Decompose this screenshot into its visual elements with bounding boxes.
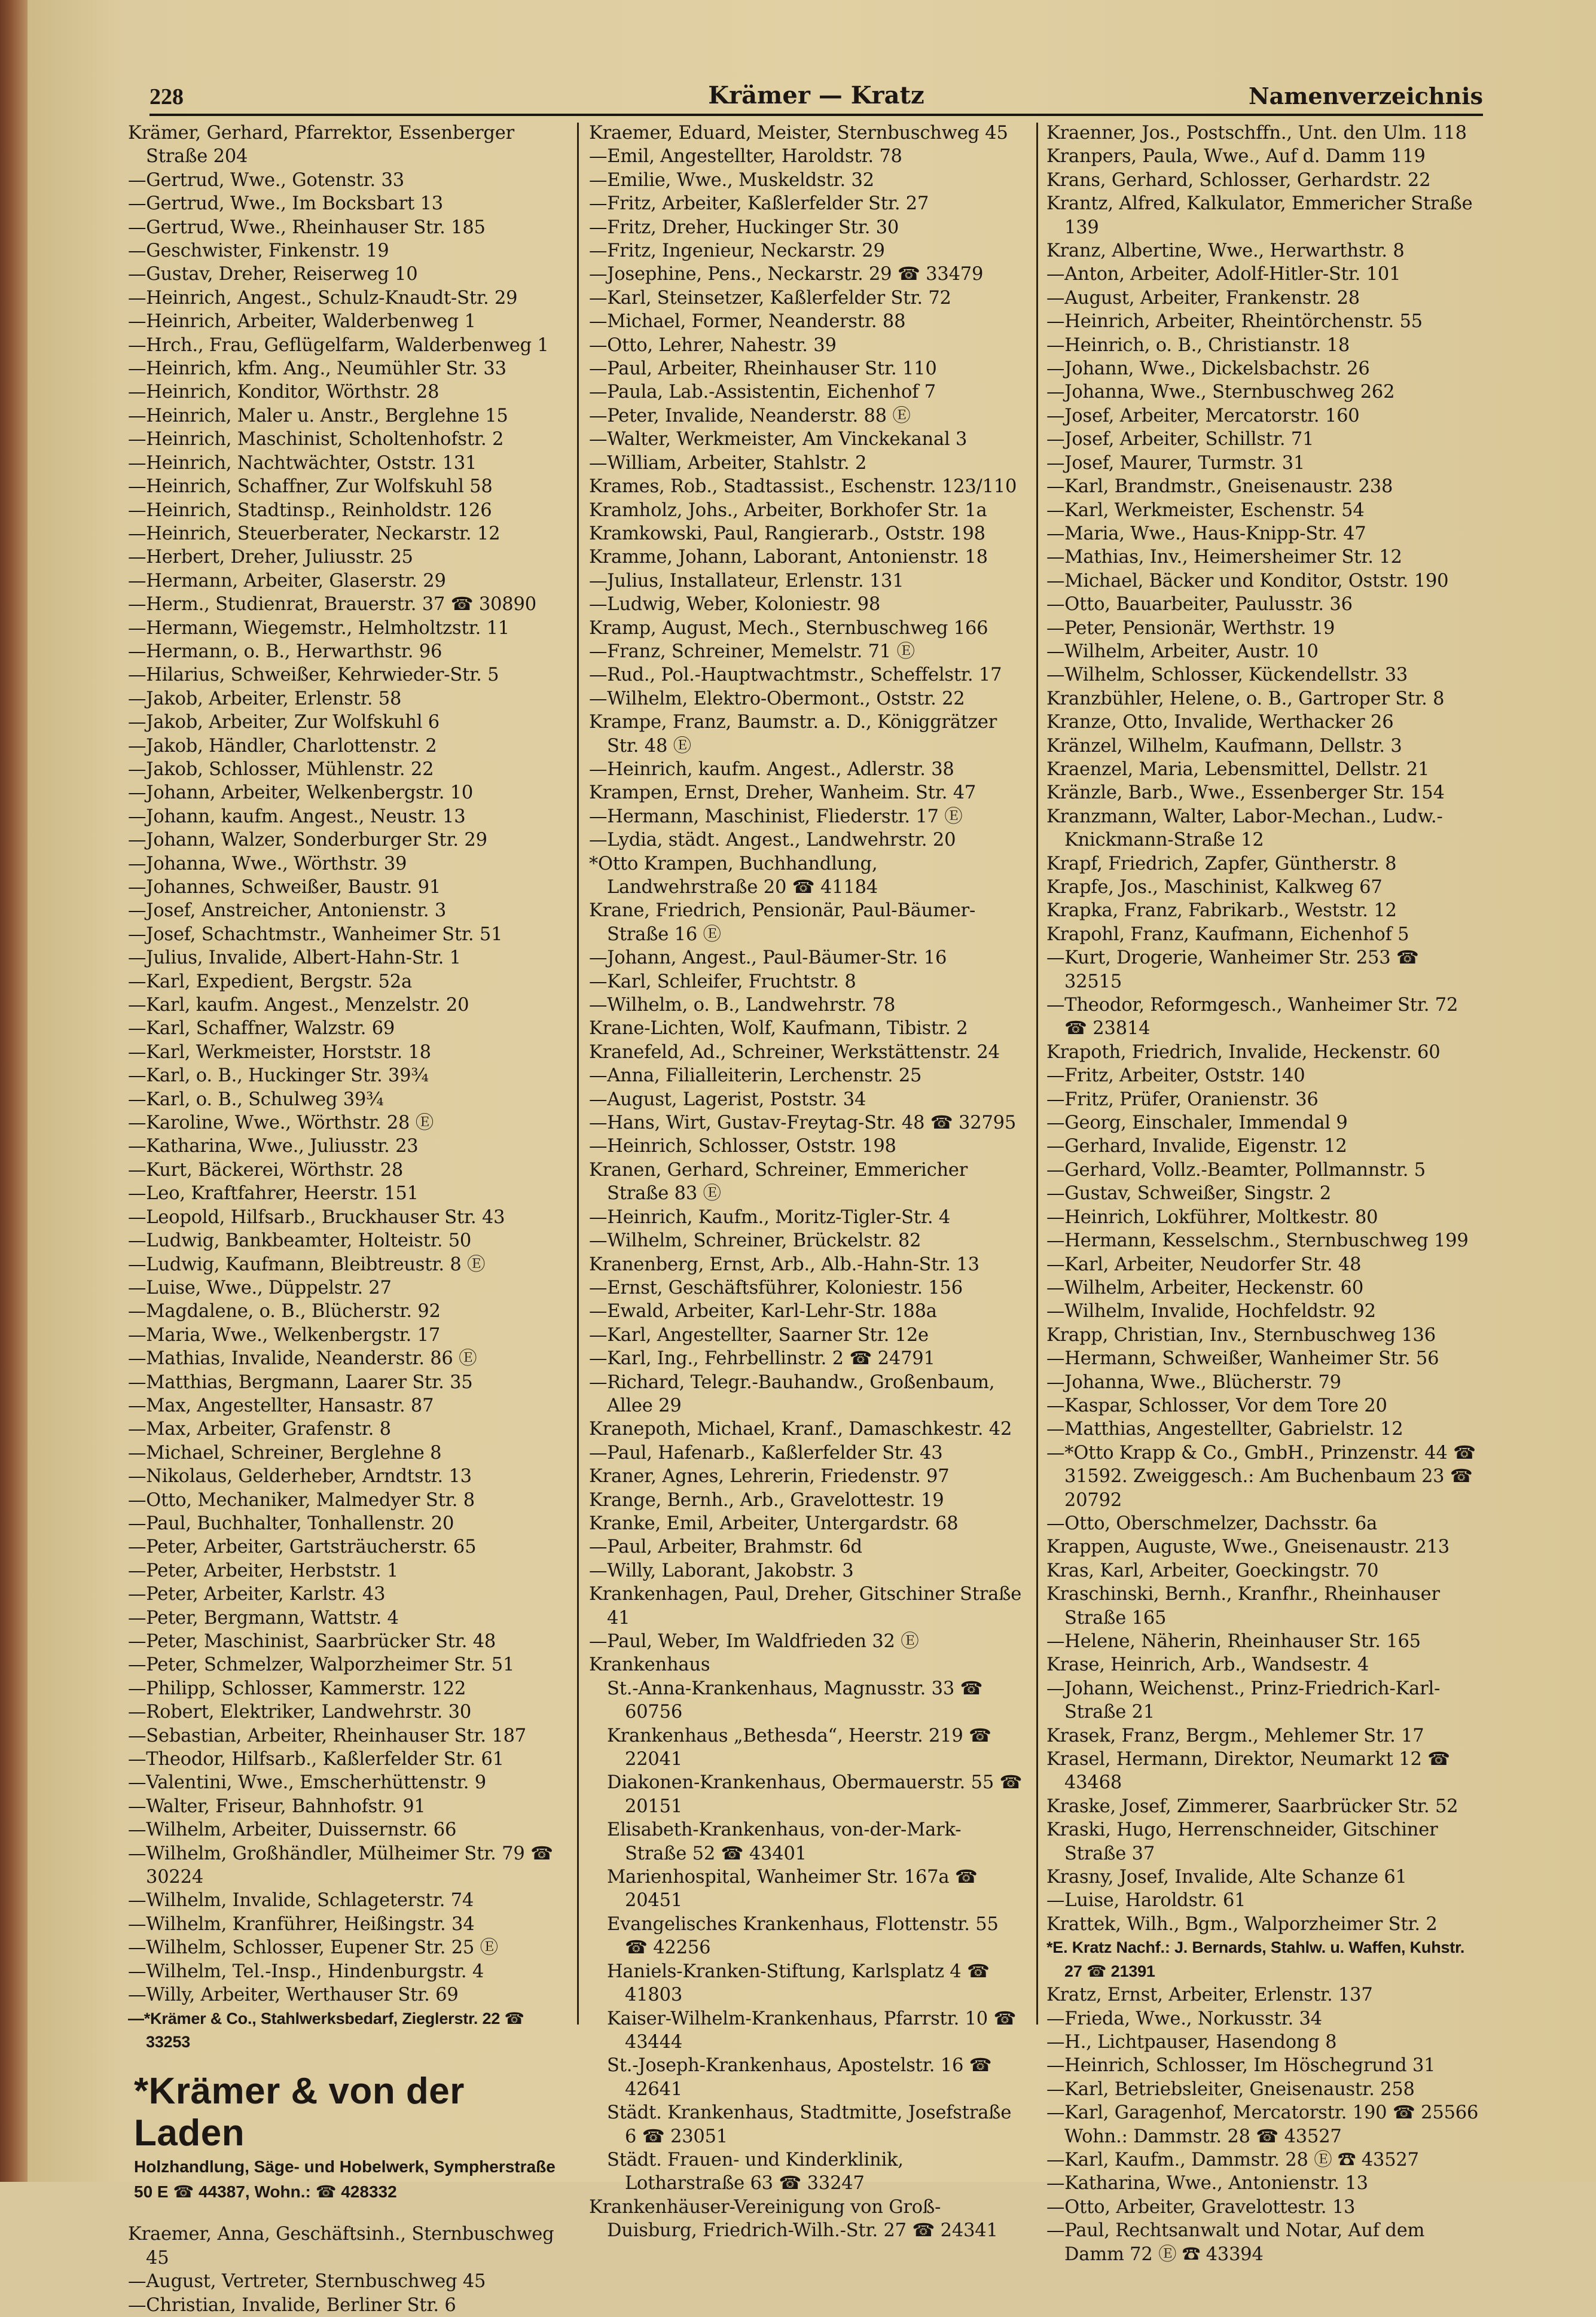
directory-entry: —Gerhard, Vollz.-Beamter, Pollmannstr. 5	[1046, 1159, 1426, 1181]
directory-entry: —Wilhelm, Kranführer, Heißingstr. 34	[128, 1913, 475, 1935]
directory-entry: Kraenner, Jos., Postschffn., Unt. den Ulm. 118	[1046, 123, 1467, 144]
directory-entry: —Heinrich, Arbeiter, Rheintörchenstr. 55	[1046, 311, 1423, 333]
directory-entry: —Fritz, Arbeiter, Oststr. 140	[1046, 1065, 1305, 1087]
directory-entry: —Maria, Wwe., Welkenbergstr. 17	[128, 1324, 441, 1346]
directory-entry: —Hermann, Maschinist, Fliederstr. 17 Ⓔ	[589, 806, 963, 827]
directory-entry: —Robert, Elektriker, Landwehrstr. 30	[128, 1702, 472, 1723]
directory-entry: —Geschwister, Finkenstr. 19	[128, 240, 389, 262]
directory-entry: —Johannes, Schweißer, Baustr. 91	[128, 877, 441, 898]
directory-entry: —Paul, Buchhalter, Tonhallenstr. 20	[128, 1513, 454, 1534]
directory-entry: —Johanna, Wwe., Sternbuschweg 262	[1046, 382, 1395, 403]
directory-entry: —Heinrich, kfm. Ang., Neumühler Str. 33	[128, 358, 506, 380]
directory-entry: —Karl, Werkmeister, Eschenstr. 54	[1046, 499, 1365, 521]
directory-entry: —Johann, Angest., Paul-Bäumer-Str. 16	[589, 947, 947, 969]
directory-entry: —William, Arbeiter, Stahlstr. 2	[589, 452, 867, 474]
directory-entry: —Fritz, Dreher, Huckinger Str. 30	[589, 217, 899, 238]
directory-entry: —Karl, Schaffner, Walzstr. 69	[128, 1018, 395, 1039]
directory-entry: —Johanna, Wwe., Blücherstr. 79	[1046, 1371, 1341, 1393]
directory-entry: —Theodor, Reformgesch., Wanheimer Str. 72 ☎ 23814	[1046, 995, 1458, 1039]
section-title: Namenverzeichnis	[1248, 83, 1483, 109]
advertisement-title: *Krämer & von der Laden	[134, 2071, 465, 2154]
directory-entry: —Karl, o. B., Huckinger Str. 39¾	[128, 1065, 429, 1087]
directory-entry: —Gertrud, Wwe., Im Bocksbart 13	[128, 193, 443, 215]
directory-entry: —Wilhelm, Elektro-Obermont., Oststr. 22	[589, 688, 965, 709]
directory-entry: —Johann, kaufm. Angest., Neustr. 13	[128, 806, 466, 827]
directory-entry: —Wilhelm, Großhändler, Mülheimer Str. 79 ☎ 30224	[128, 1843, 553, 1888]
directory-entry: —Wilhelm, Tel.-Insp., Hindenburgstr. 4	[128, 1961, 484, 1982]
directory-entry: —Josef, Arbeiter, Schillstr. 71	[1046, 429, 1314, 450]
directory-entry: —Karl, Arbeiter, Neudorfer Str. 48	[1046, 1254, 1362, 1275]
directory-entry: —Hrch., Frau, Geflügelfarm, Walderbenweg 1	[128, 334, 549, 356]
directory-entry: Elisabeth-Krankenhaus, von-der-Mark-Straße 52 ☎ 43401	[607, 1819, 962, 1864]
directory-entry: —Peter, Arbeiter, Gartsträucherstr. 65	[128, 1536, 477, 1558]
directory-entry: —Fritz, Ingenieur, Neckarstr. 29	[589, 240, 885, 262]
directory-entry: —Peter, Maschinist, Saarbrücker Str. 48	[128, 1631, 496, 1652]
directory-entry: —Kurt, Bäckerei, Wörthstr. 28	[128, 1159, 404, 1181]
directory-entry: Krapf, Friedrich, Zapfer, Güntherstr. 8	[1046, 853, 1397, 874]
directory-entry: —Jakob, Arbeiter, Erlenstr. 58	[128, 688, 402, 709]
directory-entry: Krankenhäuser-Vereinigung von Groß-Duisburg, Friedrich-Wilh.-Str. 27 ☎ 24341	[589, 2196, 998, 2242]
directory-entry: —Heinrich, kaufm. Angest., Adlerstr. 38	[589, 758, 954, 780]
directory-entry: —Wilhelm, Arbeiter, Heckenstr. 60	[1046, 1277, 1364, 1298]
directory-entry: Krankenhagen, Paul, Dreher, Gitschiner Straße 41	[589, 1584, 1022, 1629]
column-divider	[577, 123, 579, 2025]
directory-column-1	[128, 121, 562, 2317]
directory-entry: *E. Kratz Nachf.: J. Bernards, Stahlw. u. Waffen, Kuhstr. 27 ☎ 21391	[1046, 1938, 1465, 1980]
directory-entry: —Anton, Arbeiter, Adolf-Hitler-Str. 101	[1046, 264, 1401, 285]
directory-entry: —Katharina, Wwe., Juliusstr. 23	[128, 1136, 419, 1157]
directory-entry: —Ernst, Geschäftsführer, Koloniestr. 156	[589, 1277, 963, 1298]
directory-entry: —Frieda, Wwe., Norkusstr. 34	[1046, 2008, 1322, 2029]
directory-entry: —Wilhelm, Schlosser, Kückendellstr. 33	[1046, 664, 1408, 686]
directory-entry: —Heinrich, Steuerberater, Neckarstr. 12	[128, 523, 501, 544]
directory-entry: Krans, Gerhard, Schlosser, Gerhardstr. 22	[1046, 169, 1431, 191]
directory-entry: —Heinrich, o. B., Christianstr. 18	[1046, 334, 1350, 356]
directory-entry: —Peter, Invalide, Neanderstr. 88 Ⓔ	[589, 405, 911, 426]
directory-entry: —Hilarius, Schweißer, Kehrwieder-Str. 5	[128, 664, 499, 686]
page-number: 228	[149, 84, 184, 109]
directory-entry: —Jakob, Händler, Charlottenstr. 2	[128, 735, 437, 757]
book-spine	[0, 0, 28, 2182]
directory-entry: —Johanna, Wwe., Wörthstr. 39	[128, 853, 407, 874]
directory-entry: —Josef, Schachtmstr., Wanheimer Str. 51	[128, 923, 503, 945]
directory-entry: —Anna, Filialleiterin, Lerchenstr. 25	[589, 1065, 922, 1087]
directory-entry: —Luise, Wwe., Düppelstr. 27	[128, 1277, 392, 1298]
page-header	[149, 78, 1483, 116]
directory-entry: —*Krämer & Co., Stahlwerksbedarf, Zieglerstr. 22 ☎ 33253	[128, 2009, 524, 2051]
directory-entry: —Paul, Rechtsanwalt und Notar, Auf dem Damm 72 Ⓔ ☎ 43394	[1046, 2220, 1425, 2265]
directory-entry: Krappen, Auguste, Wwe., Gneisenaustr. 213	[1046, 1536, 1449, 1558]
directory-entry: *Otto Krampen, Buchhandlung, Landwehrstraße 20 ☎ 41184	[589, 853, 878, 898]
directory-entry: —Philipp, Schlosser, Kammerstr. 122	[128, 1678, 466, 1699]
directory-entry: —Johann, Wwe., Dickelsbachstr. 26	[1046, 358, 1370, 380]
directory-entry: —Maria, Wwe., Haus-Knipp-Str. 47	[1046, 523, 1366, 544]
directory-entry: —Wilhelm, Arbeiter, Austr. 10	[1046, 641, 1319, 662]
directory-entry: —Josef, Anstreicher, Antonienstr. 3	[128, 900, 447, 922]
directory-entry: Kranzbühler, Helene, o. B., Gartroper Str. 8	[1046, 688, 1445, 709]
directory-entry: —Ludwig, Kaufmann, Bleibtreustr. 8 Ⓔ	[128, 1254, 486, 1275]
directory-entry: Kranefeld, Ad., Schreiner, Werkstättenstr. 24	[589, 1041, 1000, 1063]
directory-entry: —Wilhelm, Invalide, Hochfeldstr. 92	[1046, 1301, 1376, 1322]
directory-entry: Kränzel, Wilhelm, Kaufmann, Dellstr. 3	[1046, 735, 1402, 757]
directory-entry: —Otto, Mechaniker, Malmedyer Str. 8	[128, 1489, 475, 1511]
directory-entry: Kraner, Agnes, Lehrerin, Friedenstr. 97	[589, 1466, 950, 1487]
directory-entry: —Paul, Arbeiter, Brahmstr. 6d	[589, 1536, 862, 1558]
directory-entry: —Heinrich, Lokführer, Moltkestr. 80	[1046, 1206, 1378, 1228]
advertisement	[134, 2071, 562, 2205]
directory-entry: —Johann, Weichenst., Prinz-Friedrich-Karl-Straße 21	[1046, 1678, 1441, 1723]
directory-entry: —Heinrich, Schlosser, Im Höschegrund 31	[1046, 2055, 1436, 2077]
directory-entry: —Karl, Steinsetzer, Kaßlerfelder Str. 72	[589, 287, 951, 309]
directory-entry: —Peter, Schmelzer, Walporzheimer Str. 51	[128, 1654, 515, 1676]
directory-entry: —Julius, Invalide, Albert-Hahn-Str. 1	[128, 947, 461, 969]
directory-entry: —Walter, Werkmeister, Am Vinckekanal 3	[589, 429, 968, 450]
directory-entry: —Karl, Brandmstr., Gneisenaustr. 238	[1046, 476, 1393, 498]
directory-entry: Kraski, Hugo, Herrenschneider, Gitschiner Straße 37	[1046, 1819, 1438, 1864]
directory-entry: St.-Anna-Krankenhaus, Magnusstr. 33 ☎ 60756	[607, 1678, 983, 1723]
directory-entry: —Mathias, Inv., Heimersheimer Str. 12	[1046, 547, 1402, 568]
directory-entry: St.-Joseph-Krankenhaus, Apostelstr. 16 ☎ 42641	[607, 2055, 992, 2100]
directory-entry: —Josef, Maurer, Turmstr. 31	[1046, 452, 1305, 474]
directory-entry: —Michael, Bäcker und Konditor, Oststr. 190	[1046, 570, 1449, 592]
directory-entry: —Heinrich, Maschinist, Scholtenhofstr. 2	[128, 429, 504, 450]
directory-entry: —Hermann, o. B., Herwarthstr. 96	[128, 641, 443, 662]
directory-entry: —Karl, Ing., Fehrbellinstr. 2 ☎ 24791	[589, 1348, 935, 1370]
directory-entry: —Max, Arbeiter, Grafenstr. 8	[128, 1419, 391, 1440]
directory-entry: —Heinrich, Stadtinsp., Reinholdstr. 126	[128, 499, 492, 521]
directory-entry: —Josef, Arbeiter, Mercatorstr. 160	[1046, 405, 1360, 426]
directory-entry: Krapfe, Jos., Maschinist, Kalkweg 67	[1046, 877, 1383, 898]
directory-entry: —August, Arbeiter, Frankenstr. 28	[1046, 287, 1360, 309]
directory-entry: —Otto, Lehrer, Nahestr. 39	[589, 334, 837, 356]
directory-entry: Krapohl, Franz, Kaufmann, Eichenhof 5	[1046, 923, 1409, 945]
directory-entry: —Richard, Telegr.-Bauhandw., Großenbaum, Allee 29	[589, 1371, 995, 1416]
directory-entry: —Valentini, Wwe., Emscherhüttenstr. 9	[128, 1772, 486, 1794]
directory-entry: Kraemer, Eduard, Meister, Sternbuschweg 45	[589, 123, 1008, 144]
directory-entry: —Karl, Angestellter, Saarner Str. 12e	[589, 1324, 929, 1346]
directory-entry: —Gustav, Schweißer, Singstr. 2	[1046, 1183, 1331, 1205]
directory-entry: —Hans, Wirt, Gustav-Freytag-Str. 48 ☎ 32795	[589, 1112, 1017, 1134]
directory-column-2	[589, 121, 1023, 2243]
directory-entry: Krankenhaus	[589, 1654, 710, 1676]
advertisement-text: Holzhandlung, Säge- und Hobelwerk, Sympherstraße 50 E ☎ 44387, Wohn.: ☎ 428332	[134, 2157, 556, 2202]
directory-entry: —Fritz, Arbeiter, Kaßlerfelder Str. 27	[589, 193, 929, 215]
directory-entry: —Leo, Kraftfahrer, Heerstr. 151	[128, 1183, 419, 1205]
directory-entry: —Ludwig, Weber, Koloniestr. 98	[589, 594, 881, 615]
directory-entry: Kranen, Gerhard, Schreiner, Emmericher Straße 83 Ⓔ	[589, 1159, 968, 1205]
directory-entry: Kramp, August, Mech., Sternbuschweg 166	[589, 617, 988, 639]
directory-entry: —Josephine, Pens., Neckarstr. 29 ☎ 33479	[589, 264, 984, 285]
directory-entry: —Karl, o. B., Schulweg 39¾	[128, 1089, 384, 1110]
directory-entry: —*Otto Krapp & Co., GmbH., Prinzenstr. 44 ☎ 31592. Zweiggesch.: Am Buchenbaum 23 ☎ 20792	[1046, 1442, 1476, 1511]
directory-entry: —Theodor, Hilfsarb., Kaßlerfelder Str. 61	[128, 1749, 504, 1770]
directory-entry: Kramkowski, Paul, Rangierarb., Oststr. 198	[589, 523, 985, 544]
directory-entry: —Heinrich, Angest., Schulz-Knaudt-Str. 29	[128, 287, 518, 309]
directory-entry: Kranke, Emil, Arbeiter, Untergardstr. 68	[589, 1513, 959, 1534]
directory-entry: —Gustav, Dreher, Reiserweg 10	[128, 264, 418, 285]
directory-entry: —Karl, Garagenhof, Mercatorstr. 190 ☎ 25566 Wohn.: Dammstr. 28 ☎ 43527	[1046, 2102, 1479, 2147]
directory-entry: Diakonen-Krankenhaus, Obermauerstr. 55 ☎ 20151	[607, 1772, 1023, 1817]
directory-entry: —Johann, Walzer, Sonderburger Str. 29	[128, 830, 487, 851]
directory-entry: —Luise, Haroldstr. 61	[1046, 1890, 1246, 1911]
directory-entry: —Wilhelm, Schlosser, Eupener Str. 25 Ⓔ	[128, 1937, 498, 1959]
directory-entry: Kaiser-Wilhelm-Krankenhaus, Pfarrstr. 10 ☎ 43444	[607, 2008, 1017, 2053]
directory-entry: Kraemer, Anna, Geschäftsinh., Sternbuschweg 45	[128, 2224, 554, 2269]
directory-entry: Kranz, Albertine, Wwe., Herwarthstr. 8	[1046, 240, 1405, 262]
directory-entry: —Karl, Betriebsleiter, Gneisenaustr. 258	[1046, 2078, 1415, 2100]
directory-entry: —Julius, Installateur, Erlenstr. 131	[589, 570, 904, 592]
directory-entry: Krankenhaus „Bethesda“, Heerstr. 219 ☎ 22041	[607, 1725, 991, 1770]
running-head: Krämer — Kratz	[708, 81, 924, 109]
directory-entry: —Karl, Kaufm., Dammstr. 28 Ⓔ ☎ 43527	[1046, 2149, 1419, 2170]
directory-entry: —Walter, Friseur, Bahnhofstr. 91	[128, 1795, 426, 1817]
directory-entry: —Franz, Schreiner, Memelstr. 71 Ⓔ	[589, 641, 915, 662]
directory-entry: —Rud., Pol.-Hauptwachtmstr., Scheffelstr. 17	[589, 664, 1002, 686]
directory-entry: —Matthias, Bergmann, Laarer Str. 35	[128, 1371, 473, 1393]
directory-entry: Kranzmann, Walter, Labor-Mechan., Ludw.-Knickmann-Straße 12	[1046, 806, 1443, 851]
directory-entry: —Katharina, Wwe., Antonienstr. 13	[1046, 2173, 1368, 2194]
directory-entry: —Hermann, Arbeiter, Glaserstr. 29	[128, 570, 446, 592]
directory-entry: Krapp, Christian, Inv., Sternbuschweg 136	[1046, 1324, 1436, 1346]
directory-entry: —Otto, Oberschmelzer, Dachsstr. 6a	[1046, 1513, 1378, 1534]
directory-entry: —Willy, Arbeiter, Werthauser Str. 69	[128, 1984, 459, 2006]
directory-entry: —Heinrich, Konditor, Wörthstr. 28	[128, 382, 440, 403]
directory-entry: Kranepoth, Michael, Kranf., Damaschkestr. 42	[589, 1419, 1012, 1440]
directory-entry: Kramme, Johann, Laborant, Antonienstr. 18	[589, 547, 988, 568]
directory-entry: Kramholz, Johs., Arbeiter, Borkhofer Str. 1a	[589, 499, 987, 521]
directory-entry: —Christian, Invalide, Berliner Str. 6	[128, 2294, 456, 2316]
directory-entry: —Matthias, Angestellter, Gabrielstr. 12	[1046, 1419, 1403, 1440]
directory-entry: Städt. Krankenhaus, Stadtmitte, Josefstraße 6 ☎ 23051	[607, 2102, 1012, 2147]
directory-entry: Krampe, Franz, Baumstr. a. D., Königgrätzer Str. 48 Ⓔ	[589, 712, 997, 757]
directory-entry: —Jakob, Schlosser, Mühlenstr. 22	[128, 758, 434, 780]
directory-entry: —Hermann, Kesselschm., Sternbuschweg 199	[1046, 1230, 1469, 1252]
directory-entry: —Paul, Weber, Im Waldfrieden 32 Ⓔ	[589, 1631, 919, 1652]
directory-entry: —Heinrich, Nachtwächter, Oststr. 131	[128, 452, 477, 474]
directory-entry: —Michael, Schreiner, Berglehne 8	[128, 1442, 442, 1464]
directory-entry: —Karl, kaufm. Angest., Menzelstr. 20	[128, 995, 469, 1016]
column-divider	[1036, 123, 1038, 2025]
directory-entry: —Nikolaus, Gelderheber, Arndtstr. 13	[128, 1466, 472, 1487]
directory-entry: Marienhospital, Wanheimer Str. 167a ☎ 20451	[607, 1867, 978, 1911]
directory-entry: —Otto, Bauarbeiter, Paulusstr. 36	[1046, 594, 1353, 615]
directory-entry: Kraschinski, Bernh., Kranfhr., Rheinhauser Straße 165	[1046, 1584, 1440, 1629]
directory-entry: Krapoth, Friedrich, Invalide, Heckenstr. 60	[1046, 1041, 1441, 1063]
directory-entry: Krames, Rob., Stadtassist., Eschenstr. 123/110	[589, 476, 1017, 498]
directory-entry: —Paula, Lab.-Assistentin, Eichenhof 7	[589, 382, 936, 403]
directory-entry: Kraske, Josef, Zimmerer, Saarbrücker Str. 52	[1046, 1795, 1458, 1817]
directory-entry: Krasek, Franz, Bergm., Mehlemer Str. 17	[1046, 1725, 1424, 1746]
directory-entry: —Ewald, Arbeiter, Karl-Lehr-Str. 188a	[589, 1301, 937, 1322]
directory-entry: —Sebastian, Arbeiter, Rheinhauser Str. 187	[128, 1725, 526, 1746]
directory-entry: Krapka, Franz, Fabrikarb., Weststr. 12	[1046, 900, 1397, 922]
directory-entry: Krange, Bernh., Arb., Gravelottestr. 19	[589, 1489, 944, 1511]
directory-entry: Krasny, Josef, Invalide, Alte Schanze 61	[1046, 1867, 1407, 1888]
directory-entry: —Willy, Laborant, Jakobstr. 3	[589, 1560, 854, 1581]
directory-entry: —Paul, Arbeiter, Rheinhauser Str. 110	[589, 358, 937, 380]
directory-entry: —Helene, Näherin, Rheinhauser Str. 165	[1046, 1631, 1421, 1652]
directory-entry: —Emil, Angestellter, Haroldstr. 78	[589, 146, 902, 167]
directory-entry: —Wilhelm, Invalide, Schlageterstr. 74	[128, 1890, 474, 1911]
directory-entry: Krampen, Ernst, Dreher, Wanheim. Str. 47	[589, 782, 976, 804]
directory-entry: —Wilhelm, o. B., Landwehrstr. 78	[589, 995, 896, 1016]
directory-entry: —Herm., Studienrat, Brauerstr. 37 ☎ 30890	[128, 594, 536, 615]
directory-entry: —Hermann, Schweißer, Wanheimer Str. 56	[1046, 1348, 1439, 1370]
directory-entry: —Heinrich, Arbeiter, Walderbenweg 1	[128, 311, 476, 333]
directory-entry: —Karl, Schleifer, Fruchtstr. 8	[589, 971, 856, 992]
directory-entry: —Peter, Bergmann, Wattstr. 4	[128, 1607, 399, 1629]
directory-entry: Krämer, Gerhard, Pfarrektor, Essenberger Straße 204	[128, 123, 514, 167]
directory-entry: —Fritz, Prüfer, Oranienstr. 36	[1046, 1089, 1319, 1110]
directory-entry: —Lydia, städt. Angest., Landwehrstr. 20	[589, 830, 956, 851]
directory-entry: Krattek, Wilh., Bgm., Walporzheimer Str. 2	[1046, 1913, 1438, 1935]
directory-entry: —Peter, Pensionär, Werthstr. 19	[1046, 617, 1335, 639]
directory-entry: —Kurt, Drogerie, Wanheimer Str. 253 ☎ 32515	[1046, 947, 1419, 992]
directory-entry: —Kaspar, Schlosser, Vor dem Tore 20	[1046, 1395, 1387, 1416]
directory-entry: Krasel, Hermann, Direktor, Neumarkt 12 ☎ 43468	[1046, 1749, 1450, 1794]
directory-entry: —Otto, Arbeiter, Gravelottestr. 13	[1046, 2196, 1356, 2218]
directory-entry: Kraenzel, Maria, Lebensmittel, Dellstr. 21	[1046, 758, 1430, 780]
directory-entry: —Gerhard, Invalide, Eigenstr. 12	[1046, 1136, 1347, 1157]
directory-entry: —H., Lichtpauser, Hasendong 8	[1046, 2031, 1337, 2053]
directory-entry: —Mathias, Invalide, Neanderstr. 86 Ⓔ	[128, 1348, 477, 1370]
directory-entry: Krane, Friedrich, Pensionär, Paul-Bäumer-Straße 16 Ⓔ	[589, 900, 976, 945]
directory-entry: —Leopold, Hilfsarb., Bruckhauser Str. 43	[128, 1206, 505, 1228]
directory-entry: Kranpers, Paula, Wwe., Auf d. Damm 119	[1046, 146, 1426, 167]
directory-entry: —Paul, Hafenarb., Kaßlerfelder Str. 43	[589, 1442, 943, 1464]
directory-entry: —Wilhelm, Arbeiter, Duissernstr. 66	[128, 1819, 457, 1841]
directory-entry: —Johann, Arbeiter, Welkenbergstr. 10	[128, 782, 474, 804]
directory-entry: Haniels-Kranken-Stiftung, Karlsplatz 4 ☎ 41803	[607, 1961, 990, 2006]
directory-entry: —Gertrud, Wwe., Rheinhauser Str. 185	[128, 217, 486, 238]
directory-entry: —Magdalene, o. B., Blücherstr. 92	[128, 1301, 441, 1322]
directory-entry: —Heinrich, Kaufm., Moritz-Tigler-Str. 4	[589, 1206, 951, 1228]
directory-entry: Kranze, Otto, Invalide, Werthacker 26	[1046, 712, 1394, 733]
directory-entry: —Heinrich, Schlosser, Oststr. 198	[589, 1136, 896, 1157]
directory-entry: —Peter, Arbeiter, Herbststr. 1	[128, 1560, 399, 1581]
directory-entry: —Max, Angestellter, Hansastr. 87	[128, 1395, 434, 1416]
directory-entry: —Emilie, Wwe., Muskeldstr. 32	[589, 169, 874, 191]
directory-entry: —Karl, Werkmeister, Horststr. 18	[128, 1041, 431, 1063]
directory-column-3	[1046, 121, 1480, 2266]
directory-entry: —Herbert, Dreher, Juliusstr. 25	[128, 547, 413, 568]
directory-entry: —Heinrich, Maler u. Anstr., Berglehne 15	[128, 405, 508, 426]
directory-entry: —Gertrud, Wwe., Gotenstr. 33	[128, 169, 404, 191]
directory-entry: Kränzle, Barb., Wwe., Essenberger Str. 154	[1046, 782, 1445, 804]
directory-entry: —Karoline, Wwe., Wörthstr. 28 Ⓔ	[128, 1112, 434, 1134]
directory-entry: Kranenberg, Ernst, Arb., Alb.-Hahn-Str. 13	[589, 1254, 979, 1275]
directory-entry: —August, Lagerist, Poststr. 34	[589, 1089, 866, 1110]
directory-entry: —Ludwig, Bankbeamter, Holteistr. 50	[128, 1230, 472, 1252]
directory-entry: —Wilhelm, Schreiner, Brückelstr. 82	[589, 1230, 921, 1252]
directory-entry: —Karl, Expedient, Bergstr. 52a	[128, 971, 412, 992]
directory-entry: —Jakob, Arbeiter, Zur Wolfskuhl 6	[128, 712, 440, 733]
directory-entry: —August, Vertreter, Sternbuschweg 45	[128, 2271, 486, 2292]
directory-entry: Krane-Lichten, Wolf, Kaufmann, Tibistr. 2	[589, 1018, 968, 1039]
directory-entry: —Michael, Former, Neanderstr. 88	[589, 311, 906, 333]
directory-entry: —Georg, Einschaler, Immendal 9	[1046, 1112, 1348, 1134]
directory-entry: Kras, Karl, Arbeiter, Goeckingstr. 70	[1046, 1560, 1379, 1581]
directory-entry: —Hermann, Wiegemstr., Helmholtzstr. 11	[128, 617, 509, 639]
directory-entry: —Peter, Arbeiter, Karlstr. 43	[128, 1584, 386, 1605]
directory-entry: Krase, Heinrich, Arb., Wandsestr. 4	[1046, 1654, 1369, 1676]
directory-entry: Evangelisches Krankenhaus, Flottenstr. 55 ☎ 42256	[607, 1913, 999, 1959]
directory-entry: —Heinrich, Schaffner, Zur Wolfskuhl 58	[128, 476, 493, 498]
directory-entry: Krantz, Alfred, Kalkulator, Emmericher Straße 139	[1046, 193, 1473, 238]
directory-entry: Städt. Frauen- und Kinderklinik, Lotharstraße 63 ☎ 33247	[607, 2149, 904, 2194]
directory-entry: Kratz, Ernst, Arbeiter, Erlenstr. 137	[1046, 1984, 1373, 2006]
